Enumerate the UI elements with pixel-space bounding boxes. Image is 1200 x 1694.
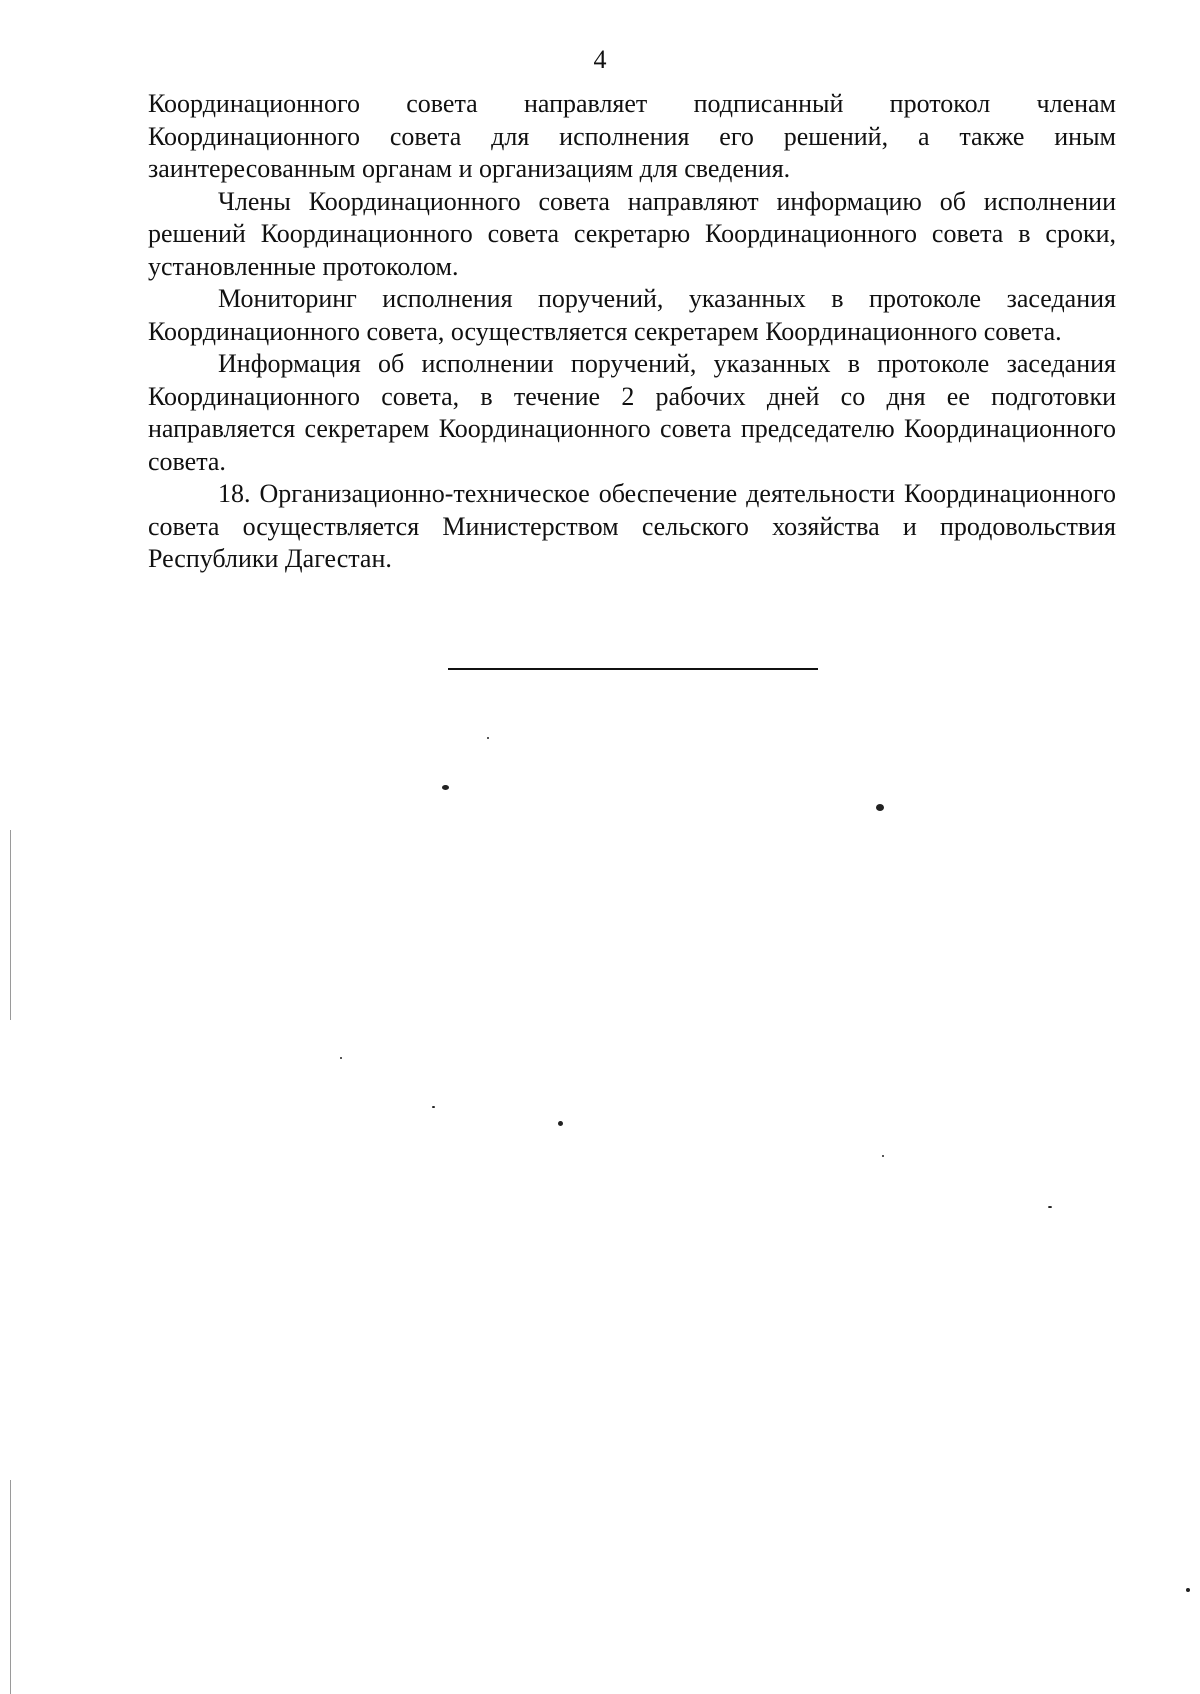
- paragraph-item-18: 18. Организационно-техническое обеспечение деятельности Координационного совета осуществляется Министерством сельского хозяйства и продовольствия Республики Дагестан.: [148, 479, 1116, 573]
- closing-rule: [448, 668, 818, 670]
- scan-speck: [487, 737, 489, 739]
- scan-speck: [558, 1121, 563, 1126]
- paragraph-information-submission: Информация об исполнении поручений, указанных в протоколе заседания Координационного совета, в течение 2 рабочих дней со дня ее подготовки направляется секретарем Координационного совета председателю Координационного совета.: [148, 349, 1116, 476]
- scan-margin-line: [10, 1480, 11, 1694]
- scan-speck: [432, 1106, 435, 1108]
- paragraph-monitoring: Мониторинг исполнения поручений, указанных в протоколе заседания Координационного совета, осуществляется секретарем Координационного совета.: [148, 284, 1116, 346]
- paragraph-protocol-distribution: Координационного совета направляет подписанный протокол членам Координационного совета для исполнения его решений, а также иным заинтересованным органам и организациям для сведения.: [148, 89, 1116, 183]
- scan-speck: [1048, 1206, 1052, 1208]
- scan-speck: [340, 1057, 342, 1059]
- page-number: 4: [593, 45, 607, 74]
- scan-speck: [882, 1155, 884, 1157]
- paragraph-members-report: Члены Координационного совета направляют информацию об исполнении решений Координационного совета секретарю Координационного совета в сроки, установленные протоколом.: [148, 186, 1116, 281]
- scan-speck: [876, 804, 884, 811]
- scan-speck: [1186, 1588, 1190, 1592]
- scan-margin-line: [10, 830, 11, 1020]
- document-body: [148, 88, 1116, 576]
- scan-speck: [442, 785, 449, 790]
